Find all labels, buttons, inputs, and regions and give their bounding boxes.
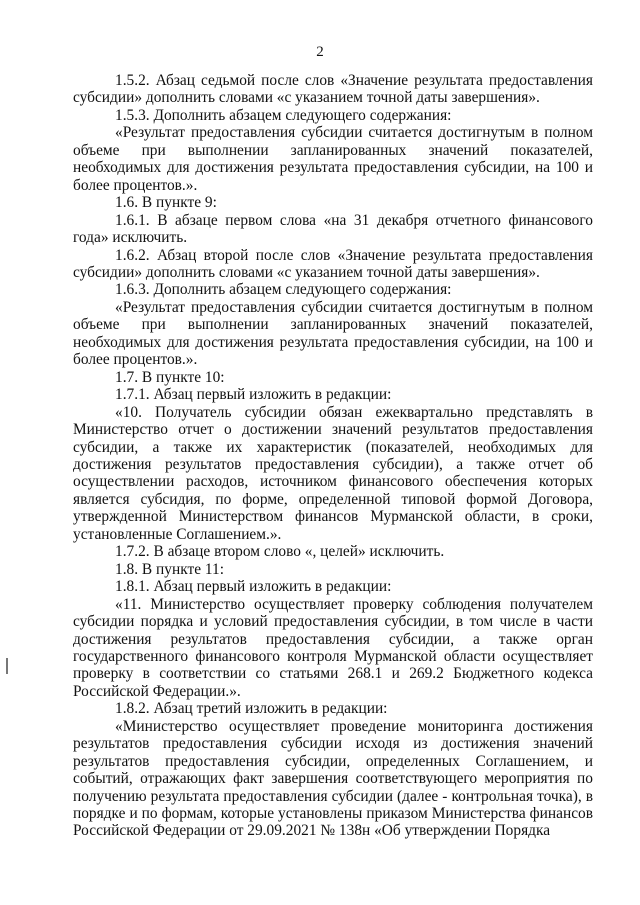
paragraph-1-7-1: 1.7.1. Абзац первый изложить в редакции: (115, 386, 392, 404)
quoted-paragraph: «10. Получатель субсидии обязан ежеквартально представлять в Министерство отчет о достижении значений результатов предоставления субсидии, а также их характеристик (показателей, необходимых для достижения результатов предоставления субсидии), а также отчет об осуществлении расходов, источником финансового обеспечения которых является субсидия, по форме, определенной типовой формой Договора, утвержденной Министерством финансов Мурманской области, в сроки, установленные Соглашением.». (73, 403, 593, 543)
paragraph-1-8-1: 1.8.1. Абзац первый изложить в редакции: (115, 578, 392, 596)
paragraph-1-5-2: 1.5.2. Абзац седьмой после слов «Значение результата предоставления субсидии» дополнить словами «с указанием точной даты завершения». (73, 72, 593, 107)
paragraph-1-6-1: 1.6.1. В абзаце первом слова «на 31 декабря отчетного финансового года» исключить. (73, 211, 593, 247)
quoted-paragraph: «Результат предоставления субсидии считается достигнутым в полном объеме при выполнении запланированных значений показателей, необходимых для достижения результата предоставления субсидии, на 100 и более процентов.». (73, 124, 593, 194)
scan-edge-mark (6, 658, 8, 674)
quoted-paragraph: «11. Министерство осуществляет проверку соблюдения получателем субсидии порядка и условий предоставления субсидии, в том числе в части достижения результатов предоставления субсидии, а также орган государственного финансового контроля Мурманской области осуществляет проверку в соответствии со статьями 268.1 и 269.2 Бюджетного кодекса Российской Федерации.». (73, 595, 593, 700)
quoted-paragraph: «Результат предоставления субсидии считается достигнутым в полном объеме при выполнении запланированных значений показателей, необходимых для достижения результата предоставления субсидии, на 100 и более процентов.». (73, 298, 593, 369)
paragraph-1-6-2: 1.6.2. Абзац второй после слов «Значение результата предоставления субсидии» дополнить словами «с указанием точной даты завершения». (73, 246, 593, 281)
paragraph-1-8: 1.8. В пункте 11: (115, 560, 224, 578)
paragraph-1-7-2: 1.7.2. В абзаце втором слово «, целей» исключить. (115, 543, 445, 561)
paragraph-1-6-3: 1.6.3. Дополнить абзацем следующего содержания: (115, 281, 452, 299)
paragraph-1-7: 1.7. В пункте 10: (115, 368, 225, 386)
document-body (73, 72, 593, 840)
quoted-paragraph: «Министерство осуществляет проведение мониторинга достижения результатов предоставления субсидии исходя из достижения значений результатов предоставления субсидии, определенных Соглашением, и событий, отражающих факт завершения соответствующего мероприятия по получению результата предоставления субсидии (далее - контрольная точка), в порядке и по формам, которые установлены приказом Министерства финансов Российской Федерации от 29.09.2021 № 138н «Об утверждении Порядка (73, 717, 593, 840)
paragraph-1-6: 1.6. В пункте 9: (115, 194, 217, 212)
paragraph-1-8-2: 1.8.2. Абзац третий изложить в редакции: (115, 700, 388, 718)
page-number: 2 (316, 44, 324, 60)
paragraph-1-5-3: 1.5.3. Дополнить абзацем следующего содержания: (115, 106, 452, 124)
